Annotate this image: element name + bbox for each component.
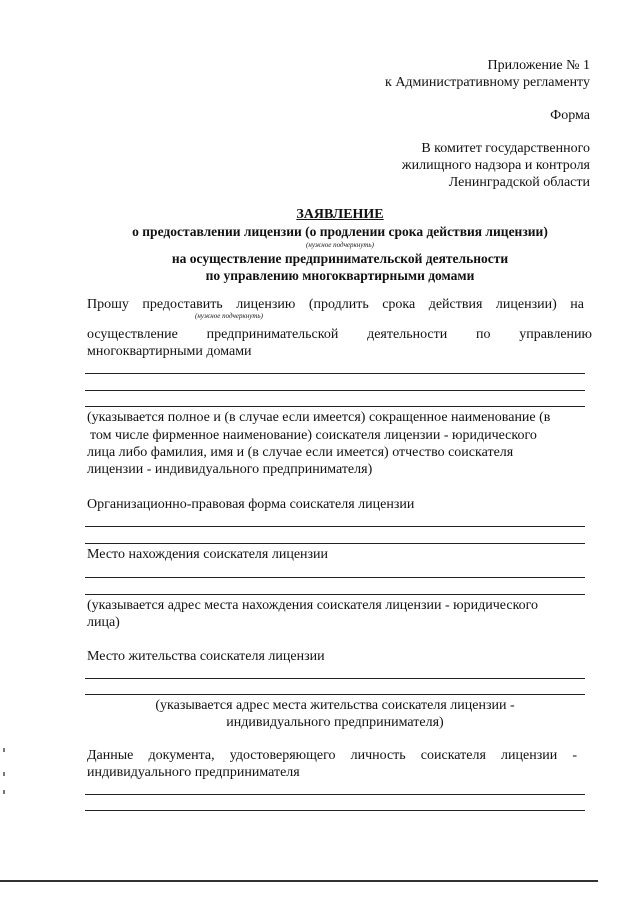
legal-form-label: Организационно-правовая форма соискателя лицензии bbox=[87, 497, 415, 512]
applicant-name-field-2[interactable] bbox=[85, 390, 585, 391]
identity-doc-field-2[interactable] bbox=[85, 810, 585, 811]
legal-form-field-2[interactable] bbox=[85, 543, 585, 544]
request-line-2: осуществление предпринимательской деятельности по управлению bbox=[87, 327, 592, 342]
request-line-3: многоквартирными домами bbox=[87, 344, 252, 359]
legal-form-field-1[interactable] bbox=[85, 526, 585, 527]
addressee-line-1: В комитет государственного bbox=[421, 141, 590, 156]
title-line-1: о предоставлении лицензии (о продлении срока действия лицензии) bbox=[132, 224, 548, 239]
residence-field-2[interactable] bbox=[85, 694, 585, 695]
name-hint-line-1: (указывается полное и (в случае если имеется) сокращенное наименование (в bbox=[87, 410, 551, 425]
form-label: Форма bbox=[550, 108, 590, 123]
scan-margin-mark bbox=[3, 772, 5, 776]
residence-field-1[interactable] bbox=[85, 678, 585, 679]
addressee-line-2: жилищного надзора и контроля bbox=[401, 158, 590, 173]
scan-margin-mark bbox=[3, 748, 5, 752]
scan-margin-mark bbox=[3, 790, 5, 794]
location-field-1[interactable] bbox=[85, 577, 585, 578]
appendix-number: Приложение № 1 bbox=[487, 58, 590, 73]
identity-doc-line-1: Данные документа, удостоверяющего личность соискателя лицензии - bbox=[87, 748, 577, 763]
residence-label: Место жительства соискателя лицензии bbox=[87, 649, 325, 664]
applicant-name-field-1[interactable] bbox=[85, 373, 585, 374]
residence-hint-line-1: (указывается адрес места жительства соискателя лицензии - bbox=[155, 698, 515, 713]
applicant-name-field-3[interactable] bbox=[85, 406, 585, 407]
document-title: ЗАЯВЛЕНИЕ bbox=[296, 207, 384, 222]
name-hint-line-2: том числе фирменное наименование) соискателя лицензии - юридического bbox=[90, 428, 537, 443]
identity-doc-line-2: индивидуального предпринимателя bbox=[87, 765, 300, 780]
location-field-2[interactable] bbox=[85, 594, 585, 595]
location-hint-line-2: лица) bbox=[87, 615, 120, 630]
request-line-1: Прошу предоставить лицензию (продлить срока действия лицензии) на bbox=[87, 297, 584, 312]
location-hint-line-1: (указывается адрес места нахождения соискателя лицензии - юридического bbox=[87, 598, 539, 613]
name-hint-line-4: лицензии - индивидуального предпринимателя) bbox=[87, 462, 373, 477]
scan-page-edge bbox=[0, 880, 598, 882]
location-label: Место нахождения соискателя лицензии bbox=[87, 547, 329, 562]
identity-doc-field-1[interactable] bbox=[85, 794, 585, 795]
name-hint-line-3: лица либо фамилия, имя и (в случае если имеется) отчество соискателя bbox=[87, 445, 514, 460]
residence-hint-line-2: индивидуального предпринимателя) bbox=[226, 715, 444, 730]
request-underline-note: (нужное подчеркнуть) bbox=[195, 312, 263, 320]
addressee-line-3: Ленинградской области bbox=[448, 175, 590, 190]
title-line-2: на осуществление предпринимательской деятельности bbox=[171, 251, 509, 266]
title-line-3: по управлению многоквартирными домами bbox=[205, 268, 475, 283]
regulation-reference: к Административному регламенту bbox=[385, 75, 590, 90]
title-underline-note: (нужное подчеркнуть) bbox=[306, 241, 374, 249]
